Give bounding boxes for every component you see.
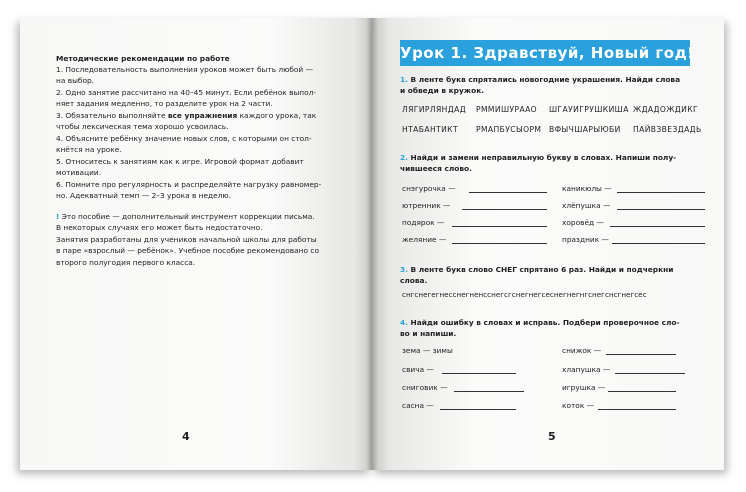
answer-line[interactable] (452, 243, 547, 244)
snow-letter-chain: снгснегегнесснегненсснегсгснегнегсеснегнегнгснегснсгнегсес (402, 290, 647, 299)
text-line: 2. Одно занятие рассчитано на 40–45 минут. Если ребёнок выпол- (56, 88, 317, 97)
letter-chain: ЖДАДОЖДИКГ (633, 105, 699, 114)
text-line: чтобы лексическая тема хорошо усвоилась. (56, 122, 229, 131)
word-item: ютренник — (402, 201, 451, 210)
letter-chain: НТАБАНТИКТ (402, 125, 459, 134)
letter-chain: ПАЙВЗВЕЗДАДЬ (633, 125, 702, 134)
book-spine (366, 18, 378, 470)
task2-instruction: 2. Найди и замени неправильную букву в словах. Напиши полу- (400, 153, 677, 162)
task3-instruction: 3. В ленте букв слово СНЕГ спрятано 6 раз. Найди и подчеркни (400, 265, 674, 274)
answer-line[interactable] (606, 354, 676, 355)
answer-line[interactable] (612, 243, 705, 244)
right-page (372, 18, 724, 470)
page-number-left: 4 (182, 430, 190, 443)
word-item: желяние — (402, 235, 447, 244)
item3-suffix: каждого урока, так (237, 111, 317, 120)
word-item: снижок — (562, 346, 602, 355)
word-item: игрушка — (562, 383, 606, 392)
word-item: свича — (402, 365, 434, 374)
word-item: каникюлы — (562, 184, 612, 193)
text-line (56, 110, 316, 121)
word-item: сниговик — (402, 383, 448, 392)
letter-chain: ЛЯГИРЛЯНДАД (402, 105, 467, 114)
word-item: сасна — (402, 401, 434, 410)
answer-line[interactable] (440, 409, 516, 410)
item3-prefix: 3. Обязательно выполняйте (56, 111, 168, 120)
answer-line[interactable] (452, 226, 547, 227)
task1-instruction: 1. В ленте букв спрятались новогодние украшения. Найди слова (400, 75, 681, 84)
answer-line[interactable] (442, 373, 516, 374)
text-line: мотивации. (56, 168, 102, 177)
word-item: подярок — (402, 218, 445, 227)
word-item: хлёпушка — (562, 201, 611, 210)
task1-instruction-cont: и обведи в кружок. (400, 86, 485, 95)
word-item: хоровёд — (562, 218, 604, 227)
answer-line[interactable] (608, 391, 676, 392)
note-line: В некоторых случаях его может быть недостаточно. (56, 223, 263, 232)
text-line: 4. Объясните ребёнку значение новых слов, с которыми он стол- (56, 134, 312, 143)
item3-bold: все упражнения (167, 111, 238, 120)
text-line: 5. Относитесь к занятиям как к игре. Игровой формат добавит (56, 157, 304, 166)
lesson-title: Урок 1. Здравствуй, Новый год! (400, 44, 695, 62)
task3-instruction-cont: слова. (400, 276, 428, 285)
letter-chain: РМАПБУСЫОРМ (476, 125, 542, 134)
note-line: в паре «взрослый — ребёнок». Учебное пособие рекомендовано со (56, 246, 319, 255)
note-line: второго полугодия первого класса. (56, 258, 196, 267)
word-item: хлапушка — (562, 365, 611, 374)
task2-instruction-cont: чившееся слово. (400, 164, 472, 173)
note-line: ! Это пособие — дополнительный инструмент коррекции письма. (56, 212, 315, 221)
text-line: кнётся на уроке. (56, 145, 122, 154)
left-page (20, 18, 372, 470)
word-item: коток — (562, 401, 595, 410)
task4-instruction-cont: во и напиши. (400, 329, 457, 338)
word-item: снэгурочка — (402, 184, 456, 193)
text-line: няет задания медленно, то разделите урок на 2 части. (56, 99, 273, 108)
answer-line[interactable] (610, 226, 705, 227)
letter-chain: ШГАУИГРУШКИША (549, 105, 629, 114)
page-number-right: 5 (548, 430, 556, 443)
text-line: 1. Последовательность выполнения уроков может быть любой — (56, 65, 313, 74)
answer-line[interactable] (617, 192, 705, 193)
lesson-title-banner (400, 40, 695, 66)
word-item: праздник — (562, 235, 609, 244)
note-line: Занятия разработаны для учеников начальной школы для работы (56, 235, 317, 244)
answer-line[interactable] (462, 209, 547, 210)
letter-chain: РММИШУРААО (476, 105, 538, 114)
answer-line[interactable] (617, 209, 705, 210)
methodical-heading: Методические рекомендации по работе (56, 54, 230, 63)
text-line: 6. Помните про регулярность и распределяйте нагрузку равномер- (56, 180, 322, 189)
answer-line[interactable] (615, 373, 685, 374)
word-item: зема — зимы (402, 346, 453, 355)
note-exclamation-icon: ! (56, 212, 60, 221)
task4-instruction: 4. Найди ошибку в словах и исправь. Подбери проверочное сло- (400, 318, 680, 327)
text-line: на выбор. (56, 76, 95, 85)
answer-line[interactable] (454, 391, 524, 392)
letter-chain: ВФЫЧШАРЫЮБИ (549, 125, 621, 134)
answer-line[interactable] (469, 192, 547, 193)
text-line: но. Адекватный темп — 2–3 урока в неделю. (56, 191, 232, 200)
answer-line[interactable] (598, 409, 676, 410)
